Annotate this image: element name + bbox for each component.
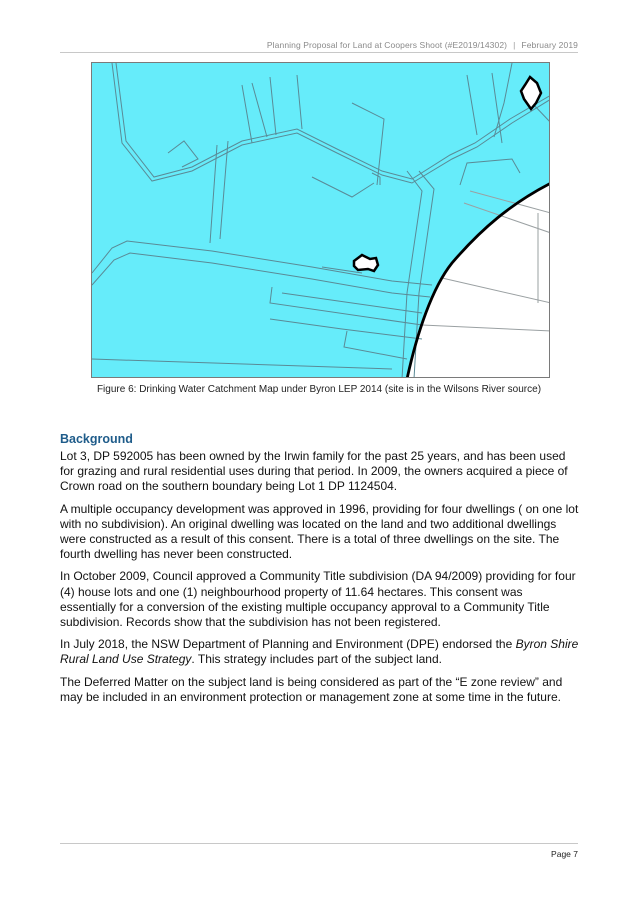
footer-rule (60, 843, 578, 844)
paragraph-1: Lot 3, DP 592005 has been owned by the Irwin family for the past 25 years, and has been used for grazing and rural residential uses during that period. In 2009, the owners acquired a piece of Crown road on the southern boundary being Lot 1 DP 1124504. (60, 449, 568, 494)
site-boundary (354, 255, 378, 271)
page-number: Page 7 (551, 849, 578, 859)
header-date: February 2019 (521, 40, 578, 50)
page-header (267, 40, 578, 50)
header-rule (60, 52, 578, 53)
figure-caption: Figure 6: Drinking Water Catchment Map under Byron LEP 2014 (site is in the Wilsons River source) (96, 384, 542, 395)
paragraph-3: In October 2009, Council approved a Community Title subdivision (DA 94/2009) providing for four (4) house lots and one (1) neighbourhood property of 11.64 hectares. This consent was essentially for a conversion of the existing multiple occupancy approval to a Community Title subdivision. Records show that the subdivision has not been registered. (60, 569, 576, 630)
section-heading: Background (60, 432, 133, 446)
catchment-map-svg (92, 63, 550, 378)
paragraph-4-start: In July 2018, the NSW Department of Planning and Environment (DPE) endorsed the (60, 637, 516, 652)
paragraph-5: The Deferred Matter on the subject land is being considered as part of the “E zone review” and may be included in an environment protection or management zone at some time in the future. (60, 674, 563, 704)
paragraph-4-end: . This strategy includes part of the subject land. (191, 652, 442, 667)
header-title: Planning Proposal for Land at Coopers Shoot (#E2019/14302) (266, 40, 508, 50)
catchment-area (92, 63, 550, 378)
body-text (60, 449, 580, 712)
catchment-map (91, 62, 550, 378)
header-separator: | (513, 40, 516, 50)
paragraph-2: A multiple occupancy development was approved in 1996, providing for four dwellings ( on one lot with no subdivision). An original dwelling was located on the land and two additional dwellings were constructed as a result of this consent. There is a total of three dwellings on the site. The fourth dwelling has never been constructed. (60, 501, 579, 562)
strategy-title: Byron Shire Rural Land Use Strategy (60, 637, 579, 667)
paragraph-4 (60, 637, 580, 667)
